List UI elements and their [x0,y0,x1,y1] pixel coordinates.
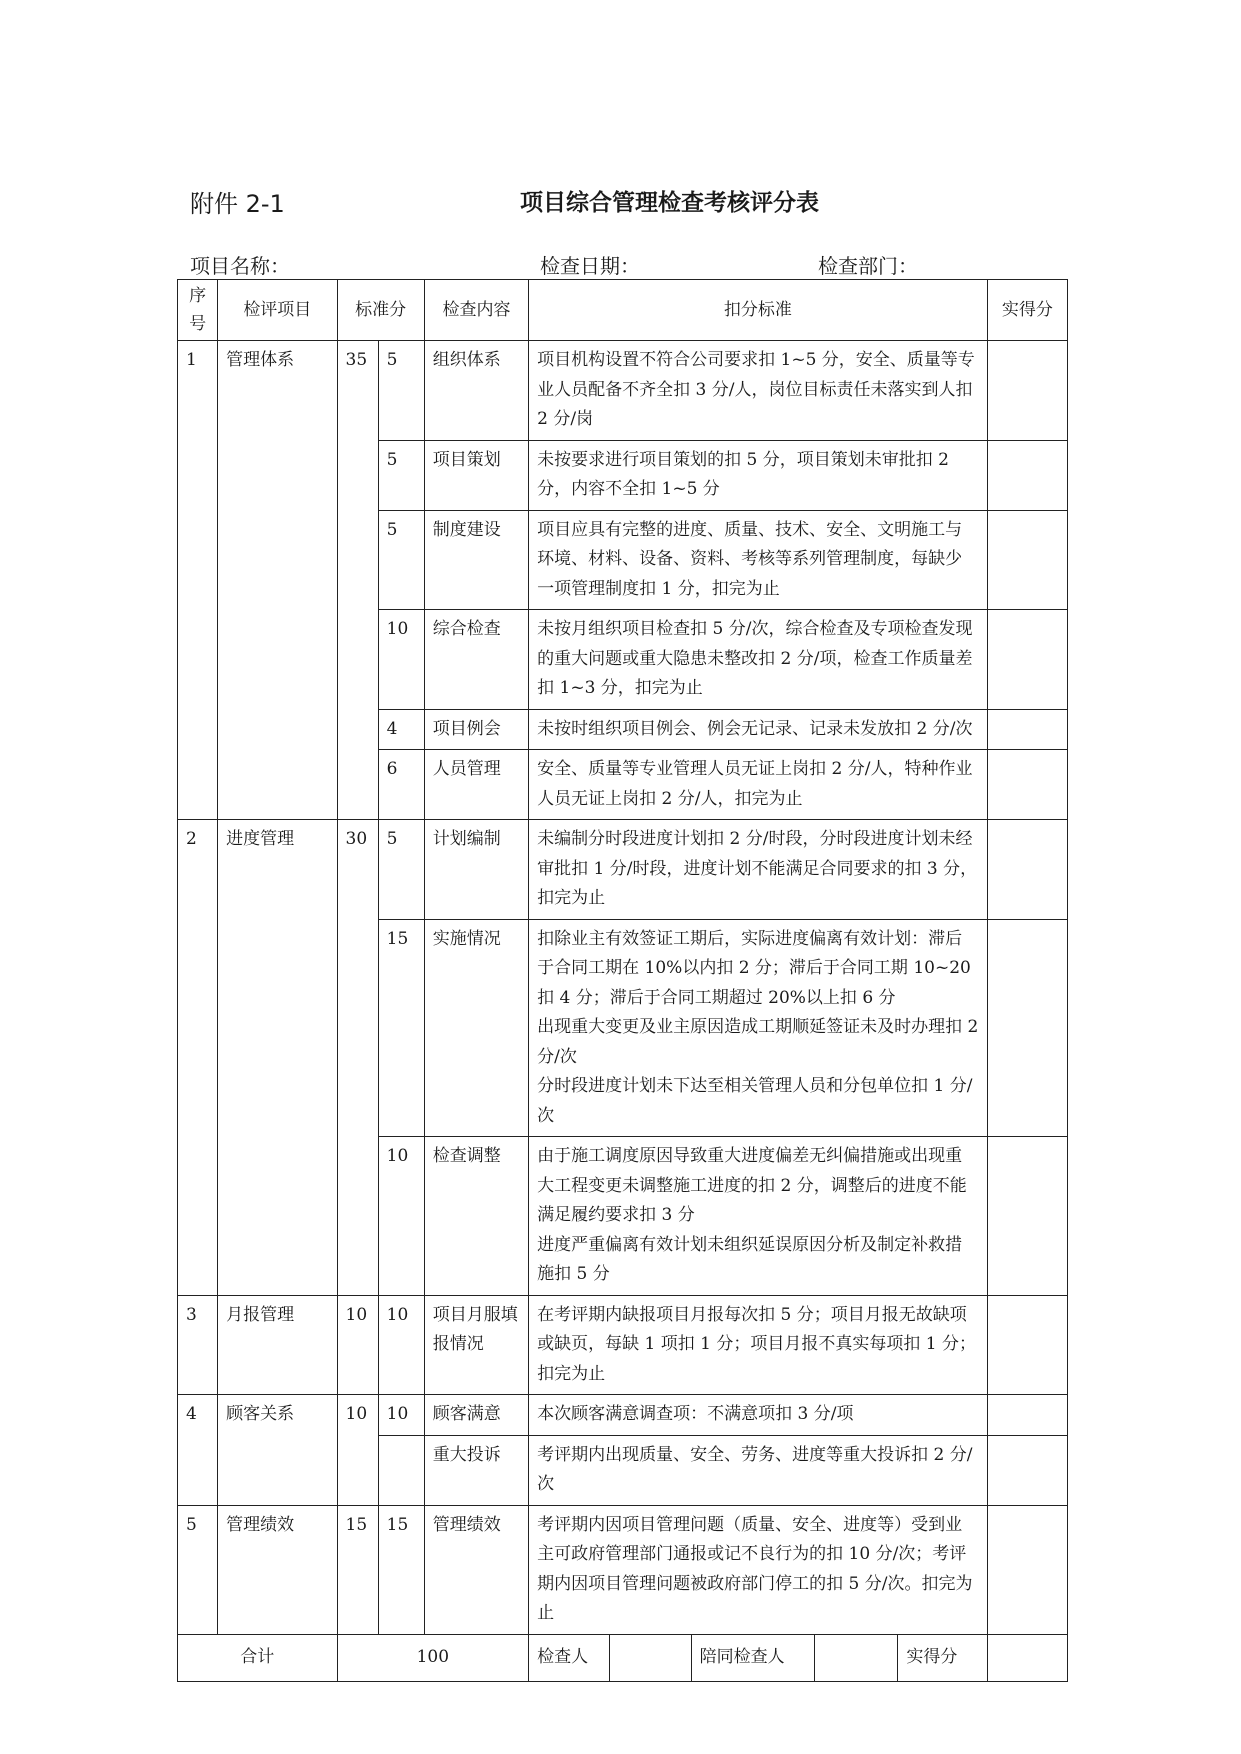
row-score: 15 [378,919,424,1137]
page-title: 项目综合管理检查考核评分表 [520,190,819,216]
col-header-criteria: 扣分标准 [529,280,988,341]
total-row [178,1634,1068,1681]
row-actual-score[interactable] [987,820,1067,920]
row-actual-score[interactable] [987,1395,1067,1436]
row-actual-score[interactable] [987,341,1067,441]
table-body [178,341,1068,1635]
row-criteria: 考评期内出现质量、安全、劳务、进度等重大投诉扣 2 分/次 [529,1435,988,1505]
row-criteria: 项目应具有完整的进度、质量、技术、安全、文明施工与环境、材料、设备、资料、考核等系列管理制度，每缺少一项管理制度扣 1 分，扣完为止 [529,510,988,610]
row-actual-score[interactable] [987,510,1067,610]
row-criteria: 扣除业主有效签证工期后，实际进度偏离有效计划：滞后于合同工期在 10%以内扣 2 分；滞后于合同工期 10~20 扣 4 分；滞后于合同工期超过 20%以上扣 6 分 出现重大变更及业主原因造成工期顺延签证未及时办理扣 2 分/次 分时段进度计划未下达至相关管理人员和分包单位扣 1 分/次 [529,919,988,1137]
section-name: 管理体系 [218,341,337,820]
section-seq: 2 [178,820,218,1296]
row-actual-score[interactable] [987,610,1067,710]
row-content: 组织体系 [424,341,528,441]
section-seq: 5 [178,1505,218,1634]
row-content: 计划编制 [424,820,528,920]
row-content: 项目月服填报情况 [424,1295,528,1395]
row-criteria: 项目机构设置不符合公司要求扣 1~5 分，安全、质量等专业人员配备不齐全扣 3 分/人，岗位目标责任未落实到人扣 2 分/岗 [529,341,988,441]
row-content: 管理绩效 [424,1505,528,1634]
inspector-label: 检查人 [529,1634,610,1681]
total-label: 合计 [178,1634,338,1681]
row-content: 检查调整 [424,1137,528,1296]
table-row [178,1505,1068,1634]
attachment-label: 附件 2-1 [190,190,285,218]
section-total: 30 [337,820,378,1296]
table-row [178,820,1068,920]
row-content: 顾客满意 [424,1395,528,1436]
footer-actual-label: 实得分 [898,1634,987,1681]
inspector-cell[interactable] [610,1634,691,1681]
row-criteria: 安全、质量等专业管理人员无证上岗扣 2 分/人，特种作业人员无证上岗扣 2 分/人，扣完为止 [529,750,988,820]
section-total: 35 [337,341,378,820]
section-total: 10 [337,1395,378,1506]
row-score: 10 [378,1295,424,1395]
check-date-label: 检查日期： [540,254,640,278]
row-score: 6 [378,750,424,820]
row-actual-score[interactable] [987,1295,1067,1395]
total-value: 100 [337,1634,529,1681]
row-score: 15 [378,1505,424,1634]
project-name-label: 项目名称： [190,254,290,278]
table-row [178,1295,1068,1395]
accompany-cell[interactable] [815,1634,898,1681]
row-score: 10 [378,610,424,710]
row-criteria: 考评期内因项目管理问题（质量、安全、进度等）受到业主可政府管理部门通报或记不良行为的扣 10 分/次；考评期内因项目管理问题被政府部门停工的扣 5 分/次。扣完为止 [529,1505,988,1634]
section-name: 顾客关系 [218,1395,337,1506]
row-score: 10 [378,1137,424,1296]
row-actual-score[interactable] [987,1137,1067,1296]
section-seq: 1 [178,341,218,820]
row-content: 实施情况 [424,919,528,1137]
row-criteria: 未按要求进行项目策划的扣 5 分，项目策划未审批扣 2 分，内容不全扣 1~5 分 [529,440,988,510]
row-score [378,1435,424,1505]
row-criteria: 未编制分时段进度计划扣 2 分/时段，分时段进度计划未经审批扣 1 分/时段，进度计划不能满足合同要求的扣 3 分，扣完为止 [529,820,988,920]
row-content: 项目策划 [424,440,528,510]
row-actual-score[interactable] [987,440,1067,510]
score-table [177,279,1068,1682]
row-criteria: 在考评期内缺报项目月报每次扣 5 分；项目月报无故缺项或缺页，每缺 1 项扣 1 分；项目月报不真实每项扣 1 分；扣完为止 [529,1295,988,1395]
section-name: 进度管理 [218,820,337,1296]
section-name: 管理绩效 [218,1505,337,1634]
section-total: 10 [337,1295,378,1395]
row-actual-score[interactable] [987,750,1067,820]
section-seq: 4 [178,1395,218,1506]
row-content: 人员管理 [424,750,528,820]
accompany-label: 陪同检查人 [691,1634,814,1681]
section-name: 月报管理 [218,1295,337,1395]
row-actual-score[interactable] [987,919,1067,1137]
row-actual-score[interactable] [987,1435,1067,1505]
row-score: 10 [378,1395,424,1436]
row-score: 4 [378,709,424,750]
row-content: 重大投诉 [424,1435,528,1505]
col-header-seq: 序号 [178,280,218,341]
table-row [178,1395,1068,1436]
col-header-standard: 标准分 [337,280,424,341]
footer-actual-cell[interactable] [987,1634,1067,1681]
row-criteria: 未按时组织项目例会、例会无记录、记录未发放扣 2 分/次 [529,709,988,750]
row-criteria: 由于施工调度原因导致重大进度偏差无纠偏措施或出现重大工程变更未调整施工进度的扣 2 分，调整后的进度不能满足履约要求扣 3 分 进度严重偏离有效计划未组织延误原因分析及制定补救措施扣 5 分 [529,1137,988,1296]
row-actual-score[interactable] [987,709,1067,750]
table-row [178,341,1068,441]
row-content: 制度建设 [424,510,528,610]
section-total: 15 [337,1505,378,1634]
col-header-content: 检查内容 [424,280,528,341]
row-criteria: 本次顾客满意调查项：不满意项扣 3 分/项 [529,1395,988,1436]
row-score: 5 [378,510,424,610]
row-criteria: 未按月组织项目检查扣 5 分/次，综合检查及专项检查发现的重大问题或重大隐患未整改扣 2 分/项，检查工作质量差扣 1~3 分，扣完为止 [529,610,988,710]
row-content: 综合检查 [424,610,528,710]
row-score: 5 [378,440,424,510]
row-score: 5 [378,341,424,441]
row-actual-score[interactable] [987,1505,1067,1634]
section-seq: 3 [178,1295,218,1395]
table-header-row [178,280,1068,341]
row-score: 5 [378,820,424,920]
check-dept-label: 检查部门： [818,254,918,278]
row-content: 项目例会 [424,709,528,750]
col-header-actual: 实得分 [987,280,1067,341]
col-header-item: 检评项目 [218,280,337,341]
